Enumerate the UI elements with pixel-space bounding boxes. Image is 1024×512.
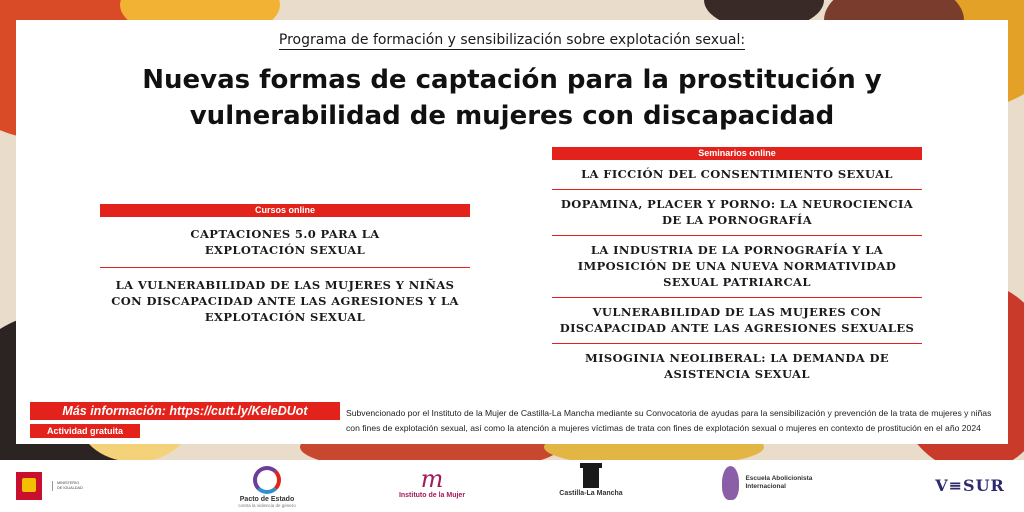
sur-logo: V≡SUR [935, 476, 1005, 495]
coat-of-arms-icon [16, 472, 42, 500]
more-info-link[interactable]: Más información: https://cutt.ly/KeleDUot [30, 402, 340, 420]
seminar-item: DOPAMINA, PLACER Y PORNO: LA NEUROCIENCIA DE LA PORNOGRAFÍA [552, 190, 922, 236]
seminars-header: Seminarios online [552, 147, 922, 160]
subsidy-note: Subvencionado por el Instituto de la Mujer de Castilla-La Mancha mediante su Convocatoria de ayudas para la sensibilización y prevención de la trata de mujeres y niñas con fines de explotación sexual, así como la atención a mujeres víctimas de trata con fines de explotación sexual o mujeres en contexto de prostitución en el año 2024 [346, 408, 992, 433]
program-intro: Programa de formación y sensibilización sobre explotación sexual: [278, 32, 746, 48]
pacto-estado-logo: Pacto de Estado contra la violencia de género [232, 466, 302, 508]
courses-header: Cursos online [100, 204, 470, 217]
pacto-ring-icon [253, 466, 281, 494]
seminar-item: MISOGINIA NEOLIBERAL: LA DEMANDA DE ASISTENCIA SEXUAL [584, 351, 890, 381]
seminar-item: LA INDUSTRIA DE LA PORNOGRAFÍA Y LA IMPOSICIÓN DE UNA NUEVA NORMATIVIDAD SEXUAL PATRIARCAL [552, 236, 922, 298]
escuela-abolicionista-logo: Escuela Abolicionista Internacional [722, 466, 832, 500]
course-item: CAPTACIONES 5.0 PARA LA EXPLOTACIÓN SEXUAL [100, 217, 470, 268]
course-item: LA VULNERABILIDAD DE LAS MUJERES Y NIÑAS CON DISCAPACIDAD ANTE LAS AGRESIONES Y LA EXPLOTACIÓN SEXUAL [111, 278, 459, 324]
sponsor-logos [0, 460, 1024, 512]
instituto-mujer-logo: m Instituto de la Mujer [392, 466, 472, 499]
courses-section [100, 204, 470, 334]
title-line-1: Nuevas formas de captación para la prostitución y [142, 65, 882, 95]
ministry-logo: MINISTERIO DE IGUALDAD [16, 470, 126, 502]
page-title [16, 62, 1008, 134]
castle-icon [583, 466, 599, 488]
seminar-item: LA FICCIÓN DEL CONSENTIMIENTO SEXUAL [552, 160, 922, 190]
castilla-la-mancha-logo: Castilla-La Mancha [558, 466, 624, 497]
free-activity-badge: Actividad gratuita [30, 424, 140, 438]
instituto-mark-icon: m [420, 465, 444, 493]
seminars-section [552, 147, 922, 389]
content-card [16, 20, 1008, 444]
title-line-2: vulnerabilidad de mujeres con discapacidad [189, 101, 835, 131]
flower-icon [722, 466, 739, 500]
seminar-item: VULNERABILIDAD DE LAS MUJERES CON DISCAPACIDAD ANTE LAS AGRESIONES SEXUALES [552, 298, 922, 344]
